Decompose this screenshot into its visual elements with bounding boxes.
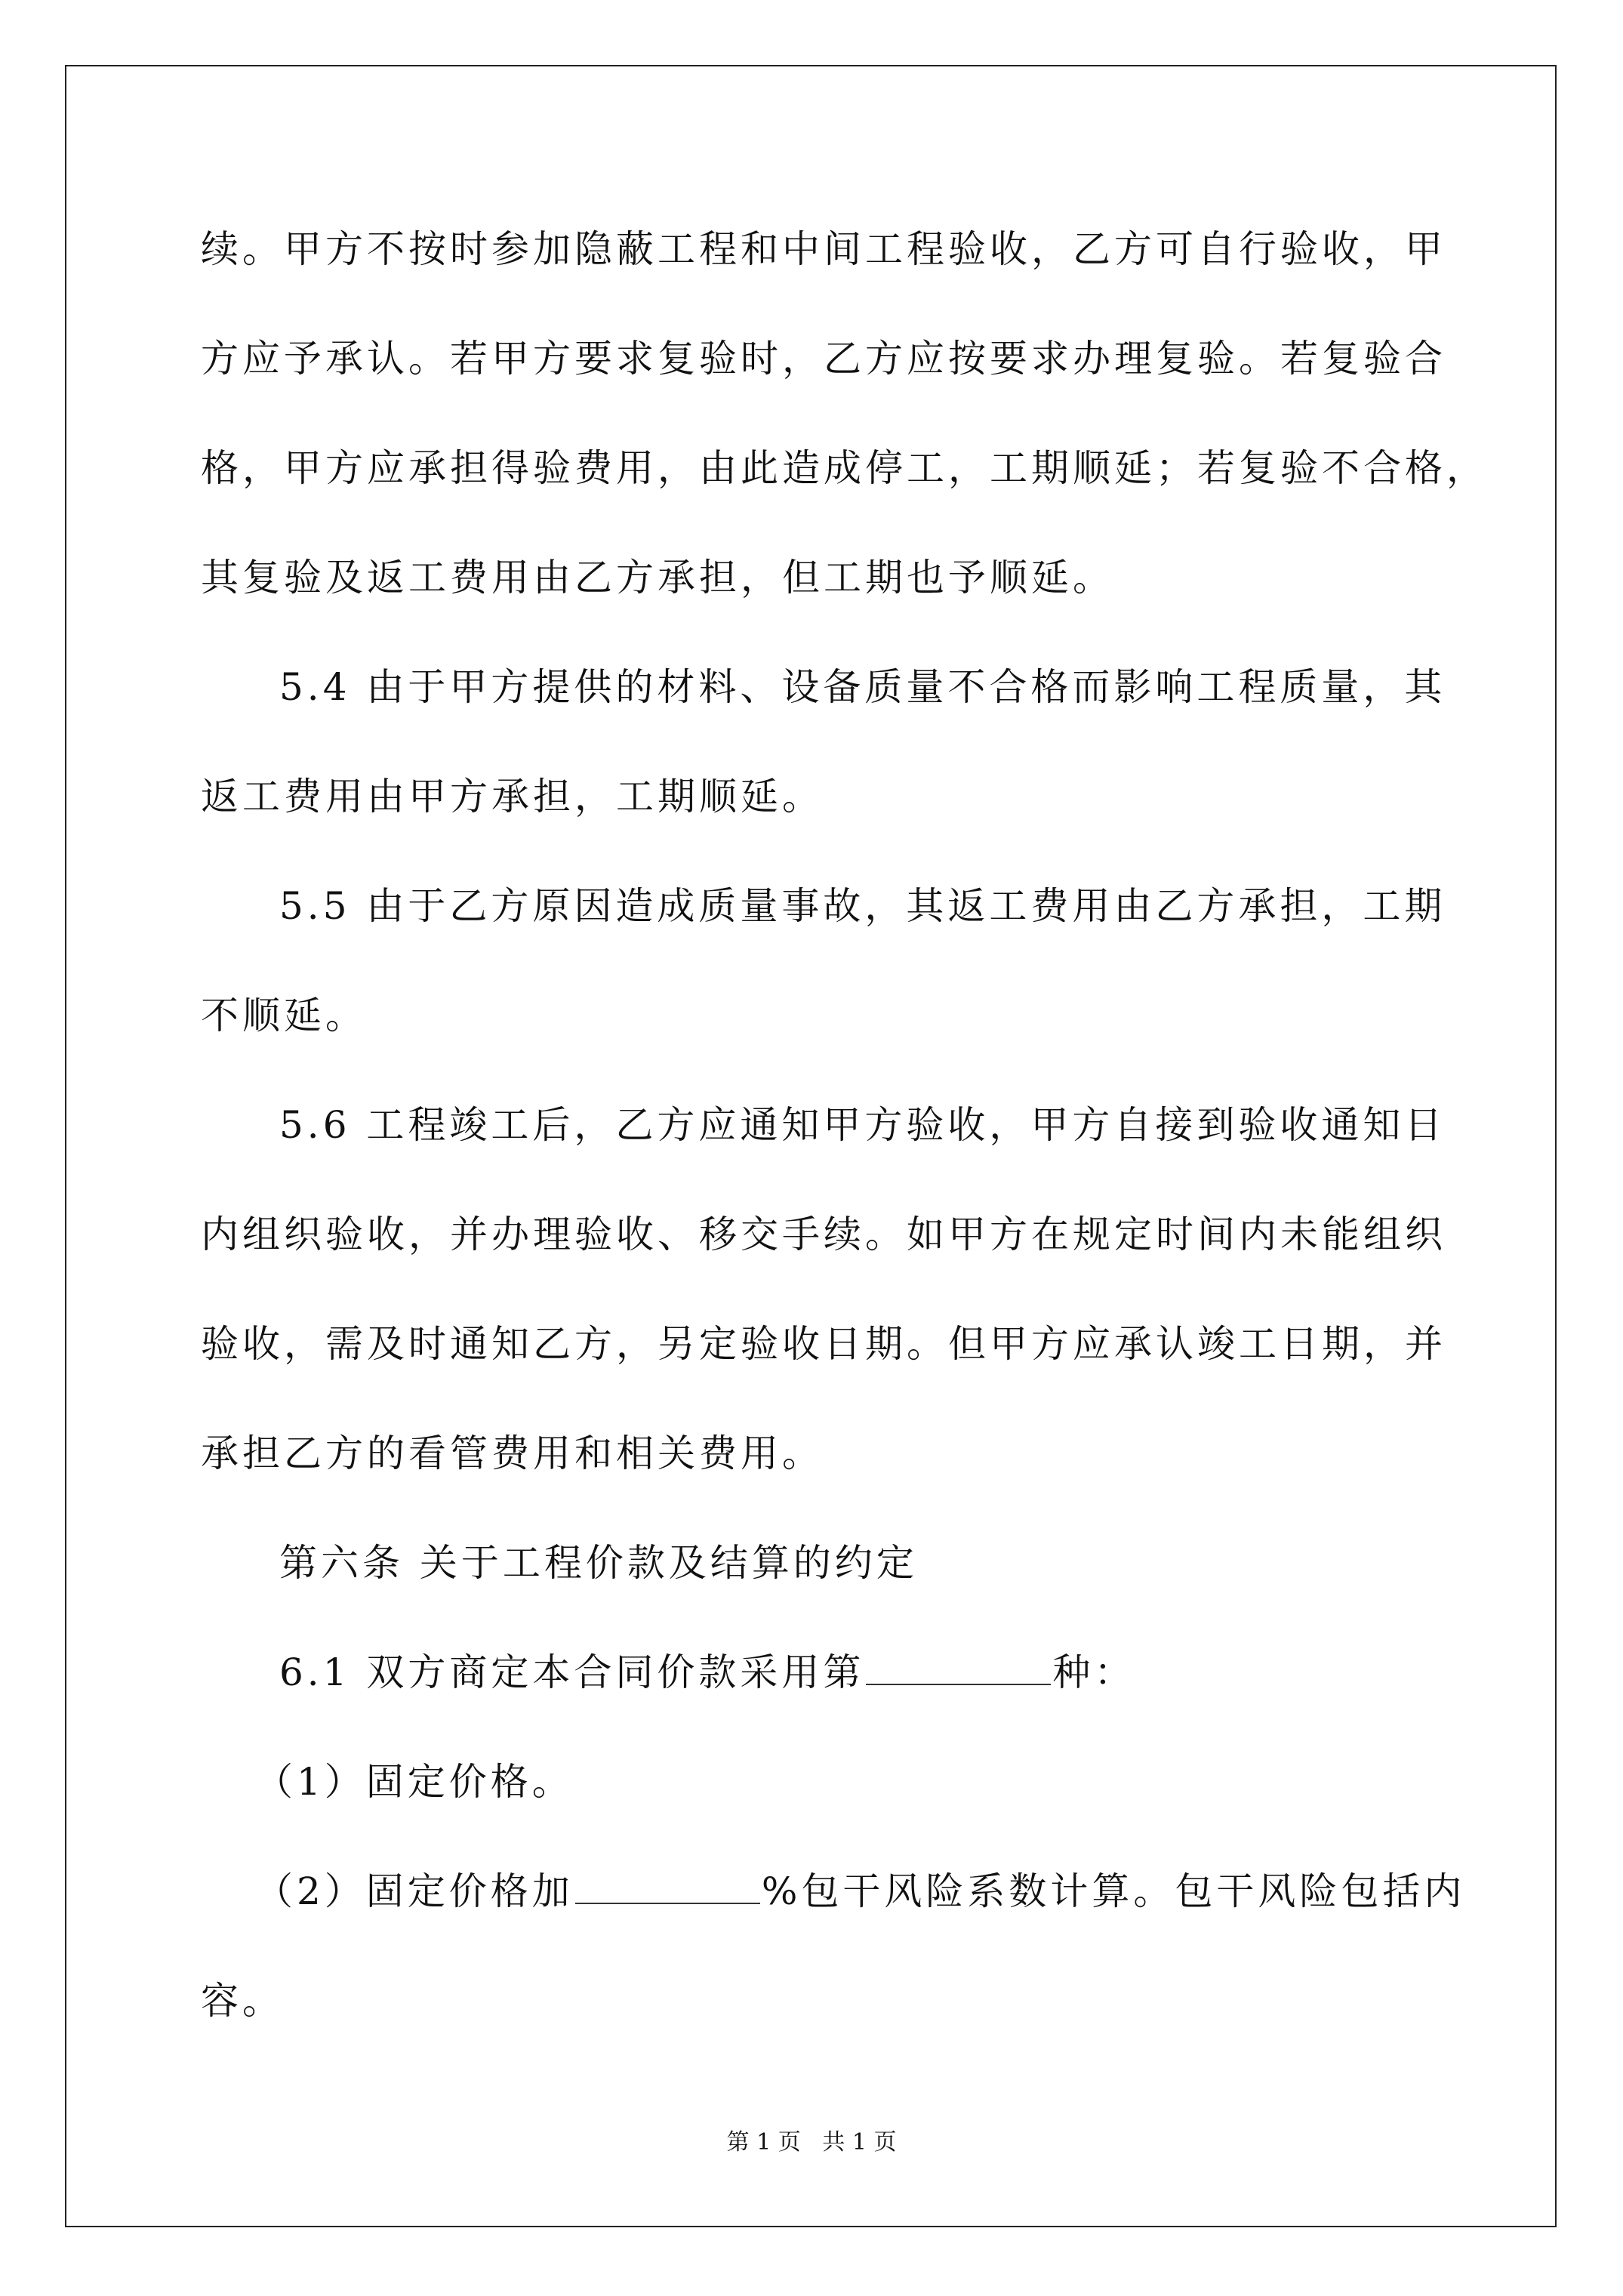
option-1: （1）固定价格。 [255, 1760, 574, 1804]
paragraph-line: 容。 [201, 1979, 284, 2023]
paragraph-line: 承担乙方的看管费用和相关费用。 [201, 1432, 824, 1475]
fill-in-blank [575, 1869, 760, 1904]
paragraph-line: 格，甲方应承担得验费用，由此造成停工，工期顺延；若复验不合格， [201, 446, 1488, 490]
clause-6-1 [279, 1650, 1135, 1695]
page-footer: 第 1 页 共 1 页 [726, 2129, 897, 2156]
clause-6-1-suffix: 种： [1052, 1650, 1136, 1694]
paragraph-line: 方应予承认。若甲方要求复验时，乙方应按要求办理复验。若复验合 [201, 337, 1446, 381]
fill-in-blank [866, 1650, 1051, 1685]
paragraph-line: 验收，需及时通知乙方，另定验收日期。但甲方应承认竣工日期，并 [201, 1322, 1446, 1366]
clause-5-6: 5.6 工程竣工后，乙方应通知甲方验收，甲方自接到验收通知日 [279, 1103, 1446, 1147]
option-2 [255, 1869, 1465, 1914]
paragraph-line: 不顺延。 [201, 994, 367, 1037]
paragraph-line: 其复验及返工费用由乙方承担，但工期也予顺延。 [201, 556, 1114, 599]
option-2-suffix: %包干风险系数计算。包干风险包括内 [761, 1869, 1466, 1913]
paragraph-line: 返工费用由甲方承担，工期顺延。 [201, 775, 824, 818]
paragraph-line: 内组织验收，并办理验收、移交手续。如甲方在规定时间内未能组织 [201, 1213, 1446, 1256]
clause-6-1-text: 6.1 双方商定本合同价款采用第 [279, 1650, 865, 1694]
paragraph-line: 续。甲方不按时参加隐蔽工程和中间工程验收，乙方可自行验收，甲 [201, 227, 1446, 271]
clause-5-4: 5.4 由于甲方提供的材料、设备质量不合格而影响工程质量，其 [279, 665, 1446, 709]
article-6-heading: 第六条 关于工程价款及结算的约定 [279, 1541, 918, 1585]
option-2-text: （2）固定价格加 [255, 1869, 574, 1913]
clause-5-5: 5.5 由于乙方原因造成质量事故，其返工费用由乙方承担，工期 [279, 884, 1446, 928]
